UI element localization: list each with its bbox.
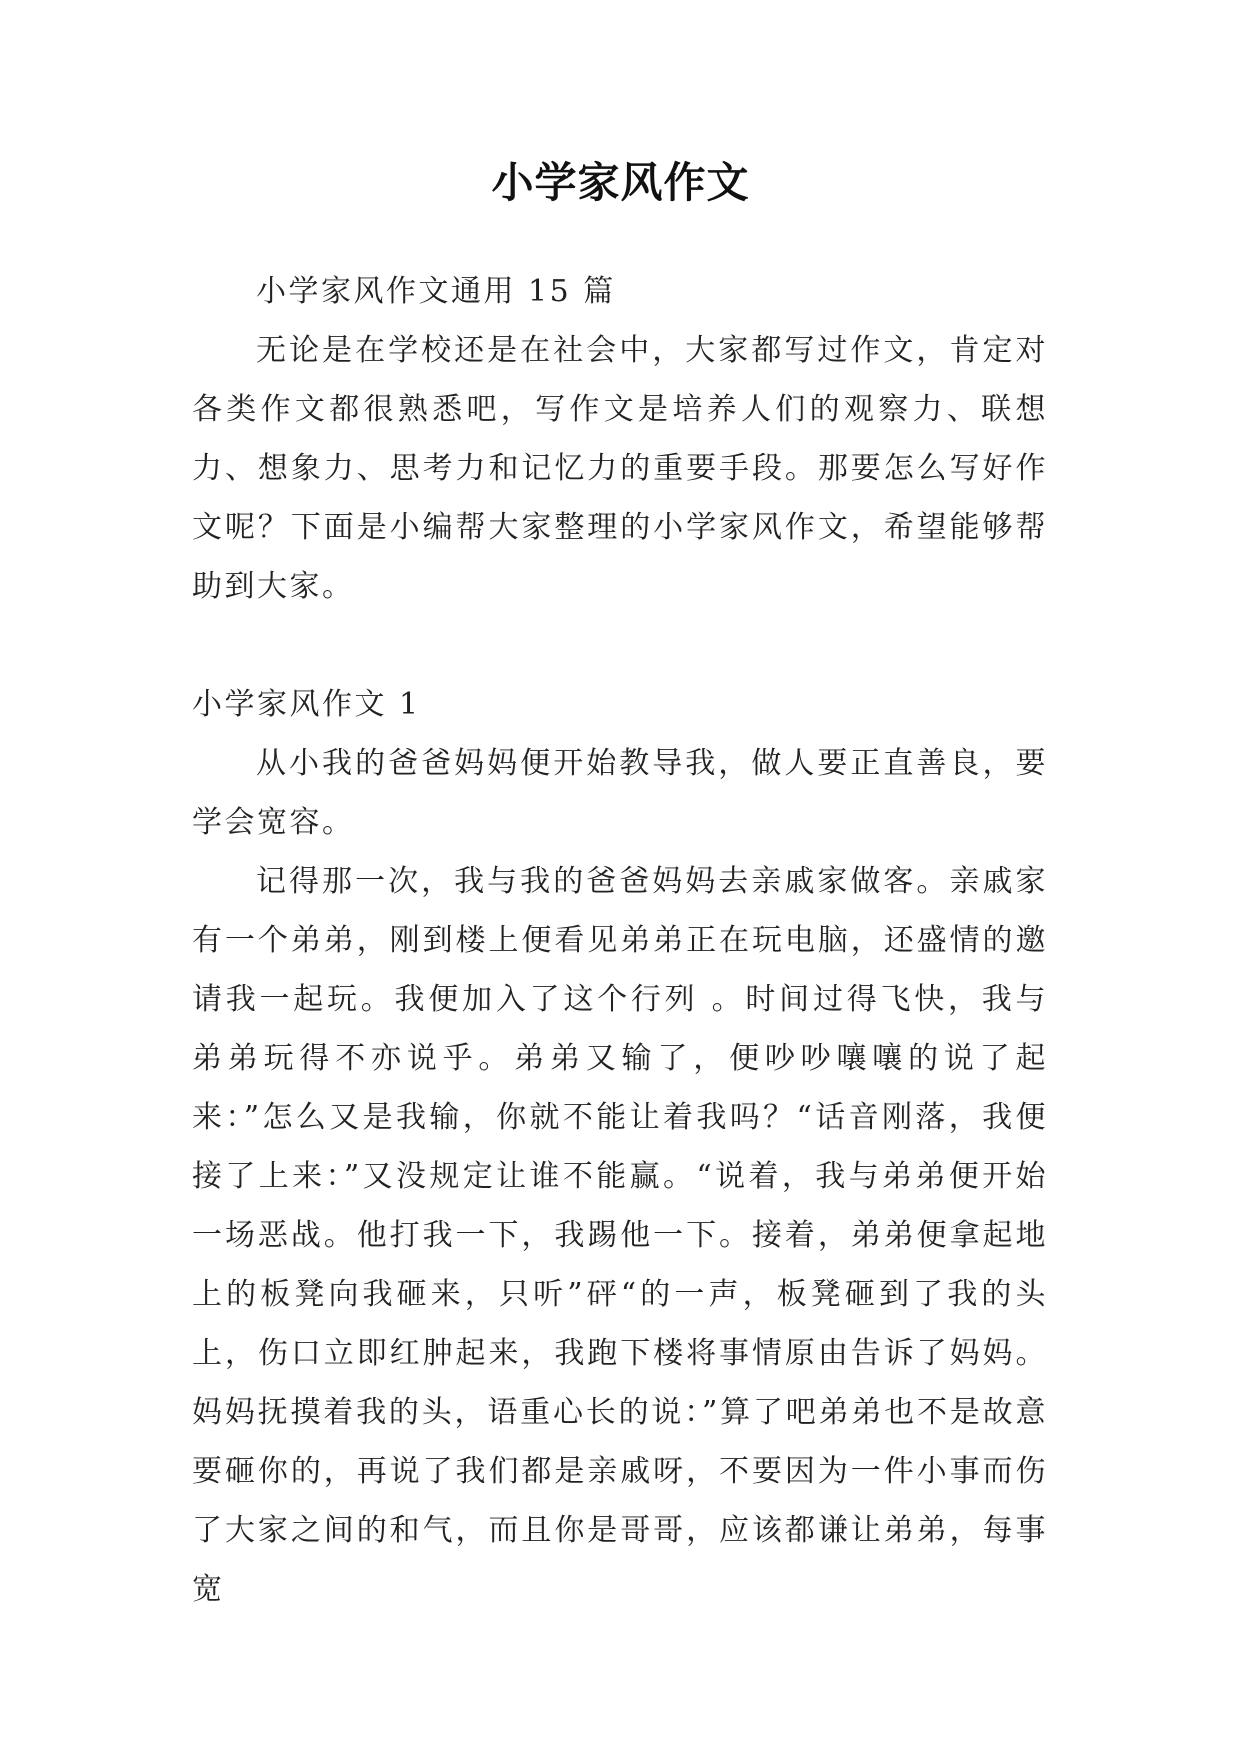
intro-paragraph: 无论是在学校还是在社会中，大家都写过作文，肯定对各类作文都很熟悉吧，写作文是培养人们的观察力、联想力、想象力、思考力和记忆力的重要手段。那要怎么写好作文呢？下面是小编帮大家整理的小学家风作文，希望能够帮助到大家。 [192,333,1048,604]
document-subtitle: 小学家风作文通用 15 篇 [256,274,616,309]
document-title: 小学家风作文 [491,158,750,207]
document-body [192,262,1048,1619]
section-gap [192,616,1048,675]
body-paragraph: 从小我的爸爸妈妈便开始教导我，做人要正直善良，要学会宽容。 [192,746,1048,840]
section-heading: 小学家风作文 1 [192,687,421,722]
body-paragraph: 记得那一次，我与我的爸爸妈妈去亲戚家做客。亲戚家有一个弟弟，刚到楼上便看见弟弟正在玩电脑，还盛情的邀请我一起玩。我便加入了这个行列 。时间过得飞快，我与弟弟玩得不亦说乎。弟弟又输了，便吵吵嚷嚷的说了起来：”怎么又是我输，你就不能让着我吗？“话音刚落，我便接了上来：”又没规定让谁不能赢。“说着，我与弟弟便开始一场恶战。他打我一下，我踢他一下。接着，弟弟便拿起地上的板凳向我砸来，只听”砰“的一声，板凳砸到了我的头上，伤口立即红肿起来，我跑下楼将事情原由告诉了妈妈。妈妈抚摸着我的头，语重心长的说：”算了吧弟弟也不是故意要砸你的，再说了我们都是亲戚呀，不要因为一件小事而伤了大家之间的和气，而且你是哥哥，应该都谦让弟弟，每事宽 [192,864,1048,1607]
